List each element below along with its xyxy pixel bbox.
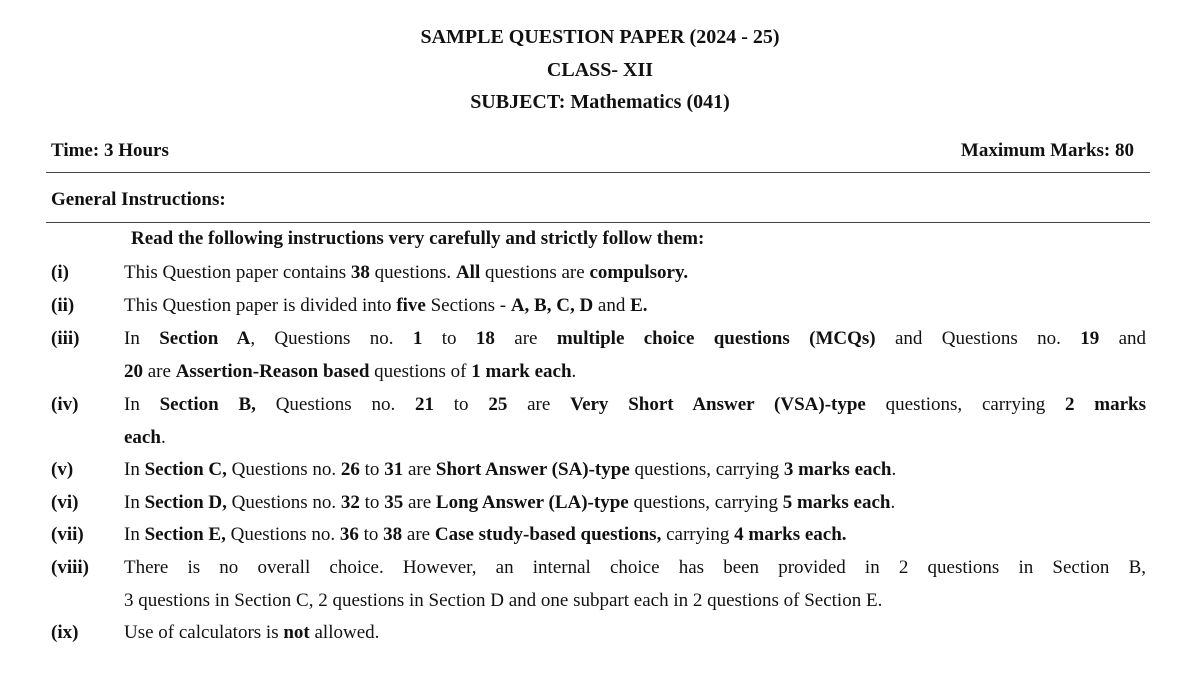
instruction-text-line — [124, 590, 882, 612]
instruction-text-line — [124, 622, 379, 644]
instruction-text: to — [359, 459, 385, 480]
emphasis-text: Very Short Answer (VSA)-type — [570, 394, 866, 415]
instruction-text: This Question paper contains — [124, 262, 351, 283]
emphasis-text: 31 — [384, 459, 404, 480]
emphasis-text: 32 — [340, 492, 360, 513]
time-label: Time: 3 Hours — [51, 140, 169, 161]
emphasis-text: All — [455, 262, 481, 283]
instruction-text: to — [359, 492, 385, 513]
emphasis-text: 1 — [412, 328, 423, 349]
emphasis-text: compulsory. — [589, 262, 689, 283]
instruction-text-line — [124, 492, 895, 514]
emphasis-text: 38 — [383, 524, 403, 545]
emphasis-text: Case study-based questions, — [434, 524, 662, 545]
general-instructions-heading: General Instructions: — [51, 189, 226, 210]
subject-label: SUBJECT: Mathematics (041) — [470, 91, 730, 113]
instruction-text: Questions no. — [226, 459, 341, 480]
instruction-text: Use of calculators is — [124, 622, 284, 643]
instruction-text-line — [124, 459, 896, 481]
instruction-text: and — [593, 295, 631, 316]
instruction-number: (viii) — [51, 557, 89, 578]
instruction-text: carrying — [661, 524, 735, 545]
emphasis-text: 3 marks each — [783, 459, 892, 480]
divider-bottom — [46, 222, 1150, 223]
instruction-text: are — [403, 459, 436, 480]
emphasis-text: 19 — [1080, 328, 1100, 349]
instruction-text: allowed. — [309, 622, 380, 643]
emphasis-text: A, B, C, D — [510, 295, 594, 316]
instruction-text: . — [160, 427, 166, 448]
emphasis-text: 4 marks each. — [734, 524, 847, 545]
paper-title: SAMPLE QUESTION PAPER (2024 - 25) — [420, 26, 780, 48]
emphasis-text: 5 marks each — [782, 492, 891, 513]
emphasis-text: 26 — [340, 459, 360, 480]
instruction-number: (iv) — [51, 394, 79, 415]
instruction-text: In — [124, 459, 145, 480]
emphasis-text: 20 — [124, 361, 143, 382]
instruction-text-line — [124, 328, 1146, 350]
instruction-text: In — [124, 328, 160, 349]
instruction-text-line — [124, 524, 847, 546]
emphasis-text: 35 — [384, 492, 404, 513]
emphasis-text: Long Answer (LA)-type — [435, 492, 629, 513]
emphasis-text: Section B, — [159, 394, 256, 415]
emphasis-text: 18 — [475, 328, 495, 349]
emphasis-text: Assertion-Reason based — [175, 361, 370, 382]
instruction-number: (vii) — [51, 524, 84, 545]
instruction-text: are — [143, 361, 176, 382]
instruction-text: are — [507, 394, 571, 415]
emphasis-text: 1 mark each — [471, 361, 572, 382]
instruction-text: questions of — [369, 361, 472, 382]
instruction-text-line — [124, 427, 166, 449]
instruction-text: to — [358, 524, 384, 545]
instruction-text: questions are — [480, 262, 590, 283]
emphasis-text: Section A — [159, 328, 251, 349]
instruction-text: to — [434, 394, 489, 415]
instruction-text: questions, carrying — [629, 459, 784, 480]
instruction-text: are — [494, 328, 557, 349]
instructions-lead: Read the following instructions very carefully and strictly follow them: — [131, 228, 705, 249]
instruction-text: Questions no. — [226, 492, 341, 513]
instruction-text: questions, carrying — [628, 492, 783, 513]
instruction-text: and — [1099, 328, 1147, 349]
instruction-text: are — [403, 492, 436, 513]
instruction-text: . — [891, 459, 897, 480]
emphasis-text: Section E, — [144, 524, 226, 545]
instruction-number: (iii) — [51, 328, 80, 349]
instruction-text: 3 questions in Section C, 2 questions in Section D and one subpart each in 2 questions of Section E. — [124, 590, 883, 611]
emphasis-text: 36 — [339, 524, 359, 545]
instruction-text-line — [124, 394, 1146, 416]
instruction-text: In — [124, 394, 160, 415]
instruction-text: Questions no. — [225, 524, 340, 545]
instruction-text-line — [124, 361, 576, 383]
instruction-text: This Question paper is divided into — [124, 295, 397, 316]
instruction-number: (vi) — [51, 492, 79, 513]
instruction-text: to — [422, 328, 476, 349]
instruction-text: There is no overall choice. However, an internal choice has been provided in 2 questions in Section B, — [124, 557, 1146, 578]
instruction-text: . — [571, 361, 577, 382]
instruction-number: (v) — [51, 459, 74, 480]
instruction-text: questions. — [369, 262, 456, 283]
instruction-number: (ii) — [51, 295, 75, 316]
instruction-number: (i) — [51, 262, 69, 283]
instruction-text-line — [124, 295, 648, 317]
instruction-text: Sections - — [425, 295, 511, 316]
emphasis-text: 2 marks — [1065, 394, 1147, 415]
instruction-text: , Questions no. — [250, 328, 413, 349]
instruction-text: are — [402, 524, 435, 545]
emphasis-text: Short Answer (SA)-type — [435, 459, 630, 480]
emphasis-text: 38 — [350, 262, 370, 283]
emphasis-text: multiple choice questions (MCQs) — [556, 328, 876, 349]
emphasis-text: Section D, — [144, 492, 227, 513]
emphasis-text: not — [283, 622, 310, 643]
emphasis-text: 21 — [415, 394, 434, 415]
emphasis-text: Section C, — [144, 459, 227, 480]
instruction-text: questions, carrying — [865, 394, 1066, 415]
instruction-text: In — [124, 492, 145, 513]
emphasis-text: E. — [630, 295, 648, 316]
emphasis-text: five — [396, 295, 426, 316]
emphasis-text: 25 — [488, 394, 508, 415]
divider-top — [46, 172, 1150, 173]
emphasis-text: each — [124, 427, 161, 448]
instruction-text: In — [124, 524, 145, 545]
instruction-text: . — [890, 492, 896, 513]
instruction-text-line — [124, 557, 1146, 579]
instruction-number: (ix) — [51, 622, 79, 643]
instruction-text-line — [124, 262, 688, 284]
class-label: CLASS- XII — [546, 59, 654, 81]
max-marks-label: Maximum Marks: 80 — [960, 140, 1134, 161]
instruction-text: Questions no. — [255, 394, 415, 415]
instruction-text: and Questions no. — [875, 328, 1081, 349]
